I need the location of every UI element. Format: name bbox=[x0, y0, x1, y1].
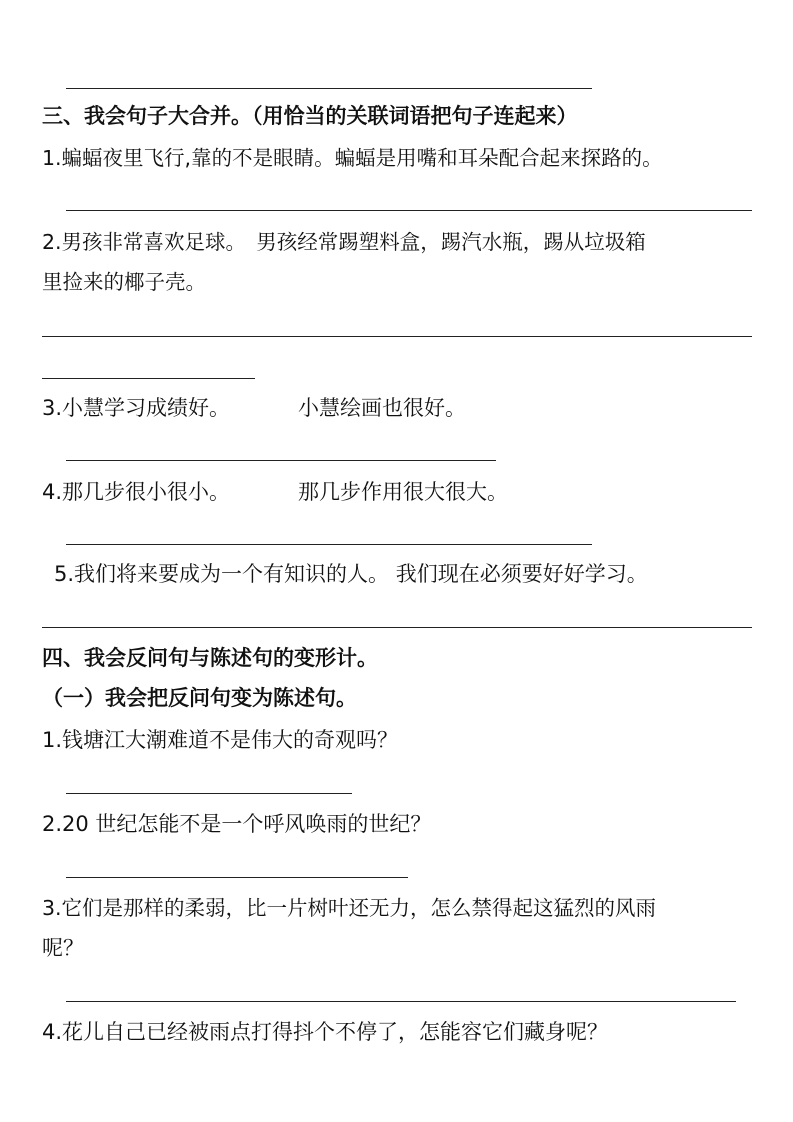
section-4-heading: 四、我会反问句与陈述句的变形计。 bbox=[42, 646, 378, 670]
answer-line[interactable] bbox=[66, 877, 408, 878]
exercise-3-4-sentence-b: 那几步作用很大很大。 bbox=[298, 480, 508, 504]
exercise-3-3-sentence-a: 3.小慧学习成绩好。 bbox=[42, 396, 231, 420]
section-3-heading: 三、我会句子大合并。（用恰当的关联词语把句子连起来） bbox=[42, 104, 578, 128]
exercise-4-1-3-line2: 呢？ bbox=[42, 936, 84, 960]
answer-line[interactable] bbox=[66, 88, 592, 89]
answer-line[interactable] bbox=[42, 378, 255, 379]
answer-line[interactable] bbox=[42, 627, 752, 628]
exercise-3-3-sentence-b: 小慧绘画也很好。 bbox=[298, 396, 466, 420]
exercise-3-5: 5.我们将来要成为一个有知识的人。 我们现在必须要好好学习。 bbox=[54, 562, 648, 586]
exercise-3-4-sentence-a: 4.那几步很小很小。 bbox=[42, 480, 231, 504]
answer-line[interactable] bbox=[66, 793, 352, 794]
exercise-3-1: 1.蝙蝠夜里飞行,靠的不是眼睛。蝙蝠是用嘴和耳朵配合起来探路的。 bbox=[42, 146, 663, 170]
exercise-4-1-3-line1: 3.它们是那样的柔弱，比一片树叶还无力，怎么禁得起这猛烈的风雨 bbox=[42, 896, 657, 920]
exercise-3-2-line2: 里捡来的椰子壳。 bbox=[42, 270, 206, 294]
answer-line[interactable] bbox=[66, 544, 592, 545]
exercise-3-2-line1: 2.男孩非常喜欢足球。 男孩经常踢塑料盒，踢汽水瓶，踢从垃圾箱 bbox=[42, 230, 646, 254]
section-4-subheading-1: （一）我会把反问句变为陈述句。 bbox=[42, 686, 357, 710]
exercise-4-1-4: 4.花儿自己已经被雨点打得抖个不停了，怎能容它们藏身呢？ bbox=[42, 1020, 609, 1044]
exercise-4-1-1: 1.钱塘江大潮难道不是伟大的奇观吗？ bbox=[42, 728, 399, 752]
answer-line[interactable] bbox=[66, 210, 752, 211]
exercise-4-1-2: 2.20 世纪怎能不是一个呼风唤雨的世纪？ bbox=[42, 812, 432, 836]
answer-line[interactable] bbox=[42, 336, 752, 337]
answer-line[interactable] bbox=[66, 1001, 736, 1002]
answer-line[interactable] bbox=[66, 460, 496, 461]
